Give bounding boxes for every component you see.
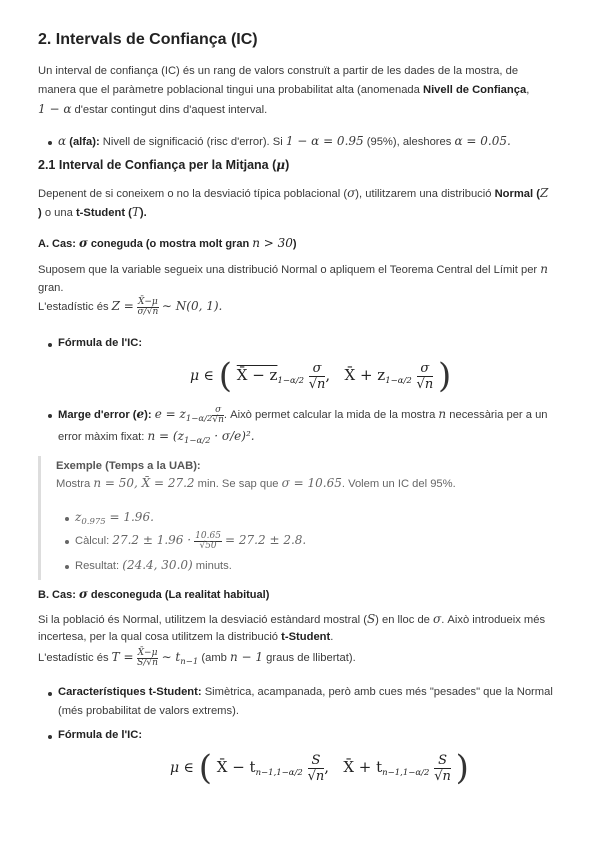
margin-line-1: Marge d'error (e): $e = z_{1-\alpha/2}$ $\frac{\sigma}{√n}$ . Això permet calcular la mida de la mostra n necessària per a un — [58, 404, 548, 425]
formula-label-a: Fórmula de l'IC: — [58, 337, 143, 349]
example-quote-bar — [38, 456, 41, 580]
intro-line-2: manera que el paràmetre poblacional tingui una probabilitat alta (anomenada Nivell de Confiança, — [38, 84, 530, 96]
sec21-line-1: Depenent de si coneixem o no la desviació típica poblacional (σ), utilitzarem una distribució Normal (Z — [38, 186, 549, 200]
case-a-statistic: L'estadístic és Z = $\frac{X̄-\mu}{\sigma/√n}$ ∼ N(0, 1). — [38, 296, 223, 317]
bullet-dot — [48, 692, 52, 696]
margin-line-2: error màxim fixat: $n = (z_{1-\alpha/2} \cdot \sigma/e)^2$. — [58, 429, 255, 446]
bullet-dot — [48, 343, 52, 347]
tstudent-line-2: (més probabilitat de valors extrems). — [58, 705, 239, 717]
section-2-1-title: 2.1 Interval de Confiança per la Mitjana (μ) — [38, 158, 290, 172]
intro-line-3: 1 − α d'estar contingut dins d'aquest interval. — [38, 102, 268, 116]
sec21-line-2: ) o una t-Student (T). — [38, 205, 147, 219]
case-b-statistic: L'estadístic és T = $\frac{X̄-\mu}{S/√n}$ ∼ $t_{n-1}$ (amb n − 1 graus de llibertat). — [38, 647, 356, 668]
example-line-1: Mostra n = 50, X̄ = 27.2 min. Se sap que σ = 10.65. Volem un IC del 95%. — [56, 476, 456, 490]
bullet-dot — [48, 414, 52, 418]
formula-ic-normal: μ ∈ ( X̄ − $z_{1-\alpha/2}$ $\frac{\sigma}{√n}$, X̄ + $z_{1-\alpha/2}$ $\frac{\sigma}{√n}$ ) — [190, 356, 452, 396]
example-z: $z_{0.975} = 1.96$. — [75, 510, 154, 527]
case-b-line-1: Si la població és Normal, utilitzem la desviació estàndard mostral (S) en lloc de σ. Això introdueix més — [38, 612, 546, 626]
alpha-item: α (alfa): Nivell de significació (risc d'error). Si 1 − α = 0.95 (95%), aleshores α = 0.05. — [58, 134, 511, 148]
bullet-dot — [65, 540, 69, 544]
formula-label-b: Fórmula de l'IC: — [58, 729, 143, 741]
example-result: Resultat: (24.4, 30.0) minuts. — [75, 558, 232, 572]
case-a-line-1: Suposem que la variable segueix una distribució Normal o apliquem el Teorema Central del Límit per n — [38, 262, 548, 276]
page-title: 2. Intervals de Confiança (IC) — [38, 31, 258, 48]
tstudent-line-1: Característiques t-Student: Simètrica, acampanada, però amb cues més "pesades" que la Normal — [58, 686, 553, 698]
case-a-title: A. Cas: σ coneguda (o mostra molt gran n > 30) — [38, 236, 297, 250]
bullet-dot — [48, 141, 52, 145]
bullet-dot — [65, 517, 69, 521]
example-calc: Càlcul: 27.2 ± 1.96 · $\frac{10.65}{√50}$ = 27.2 ± 2.8. — [75, 530, 307, 551]
bullet-dot — [65, 565, 69, 569]
case-b-title: B. Cas: σ desconeguda (La realitat habitual) — [38, 587, 270, 601]
case-b-line-2: incertesa, per la qual cosa utilitzem la distribució t-Student. — [38, 631, 334, 643]
bullet-dot — [48, 735, 52, 739]
case-a-line-2: gran. — [38, 282, 64, 294]
example-title: Exemple (Temps a la UAB): — [56, 460, 201, 472]
formula-ic-tstudent: μ ∈ ( X̄ − $t_{n-1,1-\alpha/2}$ $\frac{S}{√n}$, X̄ + $t_{n-1,1-\alpha/2}$ $\frac{S}{√n}$ ) — [170, 748, 469, 788]
intro-line-1: Un interval de confiança (IC) és un rang de valors construït a partir de les dades de la mostra, de — [38, 65, 519, 77]
